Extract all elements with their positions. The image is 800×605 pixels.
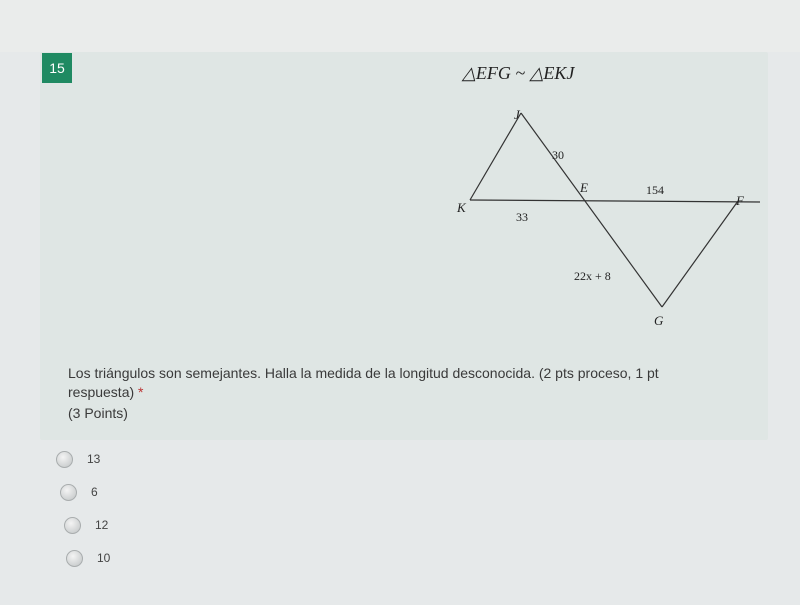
label-f: F [736,193,744,208]
radio-button-icon[interactable] [64,517,81,534]
segment-kj [470,113,521,200]
label-je-length: 30 [552,148,564,162]
label-eg-length: 22x + 8 [574,269,611,283]
label-g: G [654,313,664,328]
top-band [0,0,800,52]
label-ke-length: 33 [516,210,528,224]
label-k: K [457,200,466,215]
option-3[interactable] [64,514,108,536]
option-4[interactable] [66,547,110,569]
points-label: (3 Points) [68,405,128,421]
required-mark: * [138,384,144,400]
radio-button-icon[interactable] [60,484,77,501]
option-label: 6 [91,485,98,499]
question-text: Los triángulos son semejantes. Halla la medida de la longitud desconocida. (2 pts proceso, 1 pt respuesta) [68,365,659,400]
option-label: 12 [95,518,109,532]
segment-kf [470,200,760,202]
similarity-statement: △EFG ~ △EKJ [462,63,575,83]
radio-button-icon[interactable] [66,550,83,567]
segment-gf [662,201,738,307]
label-j: J [514,107,520,122]
option-label: 10 [97,551,111,565]
label-ef-length: 154 [646,183,664,197]
label-e: E [580,180,588,195]
option-1[interactable] [56,448,100,470]
option-label: 13 [87,452,101,466]
option-2[interactable] [60,481,98,503]
radio-button-icon[interactable] [56,451,73,468]
question-text-block [68,364,718,423]
triangle-diagram [440,55,780,335]
question-number-badge: 15 [42,53,72,83]
